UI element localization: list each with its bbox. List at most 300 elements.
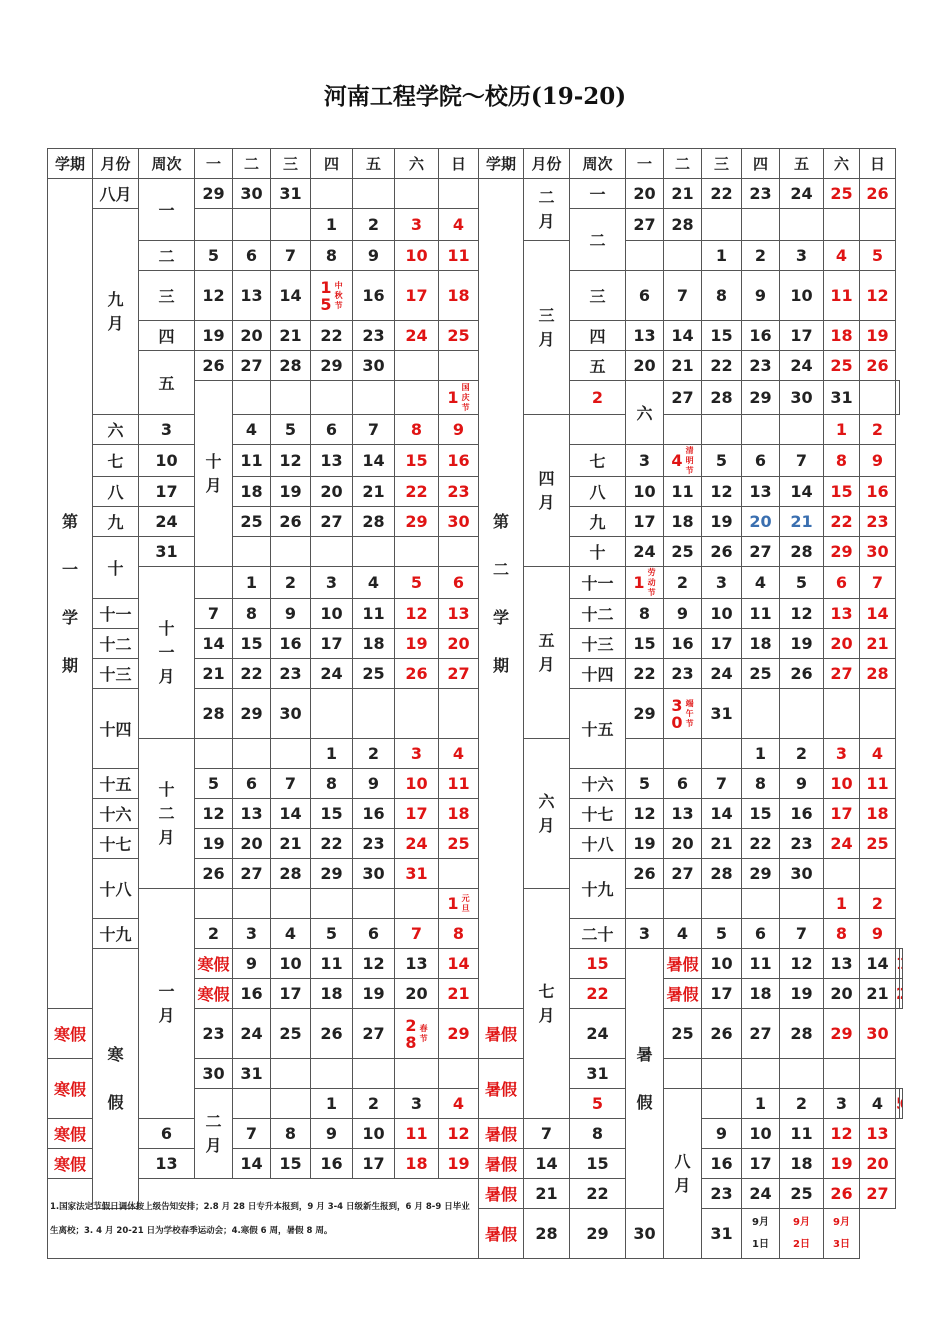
table-cell: 3 bbox=[311, 567, 353, 599]
table-cell: 29 bbox=[195, 179, 233, 209]
table-cell: 8 bbox=[233, 599, 271, 629]
table-cell: 12 bbox=[353, 949, 395, 979]
table-cell: 5 bbox=[860, 241, 896, 271]
table-cell bbox=[353, 537, 395, 567]
table-cell: 7 bbox=[702, 769, 742, 799]
table-cell bbox=[702, 739, 742, 769]
week-label: 十六 bbox=[570, 769, 626, 799]
table-cell: 3 bbox=[395, 209, 439, 241]
column-header: 一 bbox=[195, 149, 233, 179]
table-cell: 2 bbox=[353, 209, 395, 241]
table-cell bbox=[702, 889, 742, 919]
week-label: 十九 bbox=[93, 919, 139, 949]
table-cell: 5 bbox=[702, 445, 742, 477]
table-cell: 26 bbox=[395, 659, 439, 689]
table-cell: 13 bbox=[395, 949, 439, 979]
table-cell: 7 bbox=[353, 415, 395, 445]
table-cell bbox=[702, 209, 742, 241]
table-cell: 13 bbox=[664, 799, 702, 829]
table-cell: 25 bbox=[742, 659, 780, 689]
table-cell: 7 bbox=[195, 599, 233, 629]
table-cell bbox=[702, 1059, 742, 1089]
date-cell: 9月 2日 bbox=[780, 1209, 824, 1259]
column-header: 六 bbox=[824, 149, 860, 179]
table-cell bbox=[439, 859, 479, 889]
week-label: 七 bbox=[93, 445, 139, 477]
vacation-week: 寒假 bbox=[48, 1009, 93, 1059]
table-cell: 8 bbox=[311, 241, 353, 271]
table-cell: 18 bbox=[395, 1149, 439, 1179]
table-cell: 3 bbox=[626, 919, 664, 949]
week-label: 六 bbox=[93, 415, 139, 445]
table-cell: 11 bbox=[742, 949, 780, 979]
table-cell: 14 bbox=[353, 445, 395, 477]
table-cell: 19 bbox=[195, 829, 233, 859]
table-cell: 9 bbox=[780, 769, 824, 799]
table-cell: 24 bbox=[780, 351, 824, 381]
table-cell: 30 bbox=[271, 689, 311, 739]
week-label: 七 bbox=[570, 445, 626, 477]
table-cell: 21 bbox=[664, 179, 702, 209]
table-cell: 20 bbox=[664, 829, 702, 859]
table-cell: 11 bbox=[439, 769, 479, 799]
table-cell: 14 bbox=[780, 477, 824, 507]
table-cell bbox=[664, 415, 702, 445]
table-cell: 20 bbox=[233, 321, 271, 351]
week-label: 十三 bbox=[93, 659, 139, 689]
week-label: 十二 bbox=[93, 629, 139, 659]
vacation-week: 暑假 bbox=[479, 1149, 524, 1179]
table-cell: 25 bbox=[824, 351, 860, 381]
table-cell: 11 bbox=[439, 241, 479, 271]
table-cell: 29 bbox=[824, 537, 860, 567]
table-cell bbox=[899, 979, 903, 1009]
table-cell: 23 bbox=[742, 351, 780, 381]
week-label: 十七 bbox=[93, 829, 139, 859]
holiday-cell: 1国 庆 节 bbox=[439, 381, 479, 415]
table-cell: 31 bbox=[824, 381, 860, 415]
table-cell: 18 bbox=[664, 507, 702, 537]
vacation-week: 暑假 bbox=[664, 979, 702, 1009]
table-cell bbox=[271, 1059, 311, 1089]
table-cell: 17 bbox=[702, 979, 742, 1009]
table-cell bbox=[824, 1059, 860, 1089]
month-label: 二 月 bbox=[524, 179, 570, 241]
table-cell: 14 bbox=[702, 799, 742, 829]
table-cell: 3 bbox=[824, 739, 860, 769]
table-cell bbox=[395, 351, 439, 381]
table-cell bbox=[439, 537, 479, 567]
holiday-cell: 1 元 旦 bbox=[439, 889, 479, 919]
table-cell: 9 bbox=[353, 769, 395, 799]
column-header: 五 bbox=[353, 149, 395, 179]
table-cell: 16 bbox=[860, 477, 896, 507]
table-cell bbox=[742, 209, 780, 241]
table-row bbox=[48, 1179, 903, 1209]
table-cell bbox=[311, 889, 353, 919]
table-cell: 28 bbox=[271, 351, 311, 381]
table-cell: 24 bbox=[311, 659, 353, 689]
table-cell: 17 bbox=[139, 477, 195, 507]
table-cell: 9 bbox=[353, 241, 395, 271]
table-cell: 14 bbox=[271, 271, 311, 321]
table-cell bbox=[395, 889, 439, 919]
table-cell: 3 bbox=[780, 241, 824, 271]
table-row bbox=[48, 537, 903, 567]
table-cell: 10 bbox=[742, 1119, 780, 1149]
week-label: 二 bbox=[570, 209, 626, 271]
table-cell: 18 bbox=[353, 629, 395, 659]
column-header: 二 bbox=[233, 149, 271, 179]
table-cell: 14 bbox=[271, 799, 311, 829]
table-cell: 20 bbox=[311, 477, 353, 507]
column-header: 月份 bbox=[93, 149, 139, 179]
table-cell: 21 bbox=[860, 629, 896, 659]
table-cell: 24 bbox=[233, 1009, 271, 1059]
table-cell bbox=[439, 689, 479, 739]
table-cell: 12 bbox=[439, 1119, 479, 1149]
table-cell: 4 bbox=[271, 919, 311, 949]
table-cell: 21 bbox=[780, 507, 824, 537]
table-cell: 8 bbox=[439, 919, 479, 949]
table-cell: 22 bbox=[570, 1179, 626, 1209]
table-cell: 22 bbox=[570, 979, 626, 1009]
date-cell: 9月 3日 bbox=[824, 1209, 860, 1259]
table-cell: 15 bbox=[570, 949, 626, 979]
table-cell: 15 bbox=[702, 321, 742, 351]
table-cell: 8 bbox=[311, 769, 353, 799]
table-cell bbox=[195, 209, 233, 241]
table-cell: 21 bbox=[439, 979, 479, 1009]
table-cell: 2 bbox=[271, 567, 311, 599]
table-cell: 18 bbox=[233, 477, 271, 507]
table-cell: 29 bbox=[439, 1009, 479, 1059]
table-cell: 5 bbox=[626, 769, 664, 799]
table-cell: 10 bbox=[311, 599, 353, 629]
table-cell bbox=[860, 1059, 896, 1089]
week-label: 十六 bbox=[93, 799, 139, 829]
column-header: 六 bbox=[395, 149, 439, 179]
table-cell: 16 bbox=[702, 1149, 742, 1179]
table-cell: 15 bbox=[824, 477, 860, 507]
week-label: 一 bbox=[570, 179, 626, 209]
table-cell bbox=[439, 351, 479, 381]
table-cell: 17 bbox=[742, 1149, 780, 1179]
table-cell: 20 bbox=[439, 629, 479, 659]
table-cell bbox=[780, 1059, 824, 1089]
table-cell bbox=[896, 381, 900, 415]
week-label: 十 bbox=[570, 537, 626, 567]
table-cell: 22 bbox=[233, 659, 271, 689]
table-cell: 1 bbox=[824, 889, 860, 919]
table-cell: 18 bbox=[780, 1149, 824, 1179]
table-cell: 2 bbox=[780, 739, 824, 769]
table-cell: 16 bbox=[439, 445, 479, 477]
week-label: 五 bbox=[570, 351, 626, 381]
table-cell bbox=[353, 179, 395, 209]
week-label: 十九 bbox=[570, 859, 626, 919]
table-cell: 11 bbox=[353, 599, 395, 629]
table-cell: 13 bbox=[139, 1149, 195, 1179]
table-cell bbox=[195, 889, 233, 919]
table-cell: 2 bbox=[353, 1089, 395, 1119]
table-cell: 7 bbox=[524, 1119, 570, 1149]
table-cell: 27 bbox=[626, 209, 664, 241]
table-cell: 22 bbox=[702, 351, 742, 381]
table-cell: 26 bbox=[702, 537, 742, 567]
table-cell: 30 bbox=[860, 1009, 896, 1059]
table-cell: 30 bbox=[780, 381, 824, 415]
table-cell bbox=[311, 1059, 353, 1089]
week-label: 十八 bbox=[570, 829, 626, 859]
week-label: 四 bbox=[570, 321, 626, 351]
table-cell: 22 bbox=[824, 507, 860, 537]
table-cell: 25 bbox=[780, 1179, 824, 1209]
table-cell: 4 bbox=[742, 567, 780, 599]
table-cell: 26 bbox=[702, 1009, 742, 1059]
table-cell: 21 bbox=[271, 829, 311, 859]
table-cell: 19 bbox=[395, 629, 439, 659]
vacation-week: 寒假 bbox=[195, 949, 233, 979]
table-cell: 12 bbox=[195, 271, 233, 321]
table-cell: 20 bbox=[395, 979, 439, 1009]
table-row bbox=[48, 179, 903, 209]
week-label: 三 bbox=[570, 271, 626, 321]
table-cell: 27 bbox=[311, 507, 353, 537]
table-cell: 4 bbox=[860, 739, 896, 769]
table-cell: 23 bbox=[702, 1179, 742, 1209]
month-label: 三 月 bbox=[524, 241, 570, 415]
date-cell: 9月 1日 bbox=[742, 1209, 780, 1259]
table-cell: 30 bbox=[860, 537, 896, 567]
table-cell bbox=[664, 739, 702, 769]
table-cell: 10 bbox=[271, 949, 311, 979]
table-cell: 11 bbox=[824, 271, 860, 321]
column-header: 四 bbox=[311, 149, 353, 179]
table-cell: 24 bbox=[395, 829, 439, 859]
vacation-week: 暑假 bbox=[479, 1179, 524, 1209]
table-cell: 9 bbox=[860, 445, 896, 477]
table-cell bbox=[860, 689, 896, 739]
table-cell: 5 bbox=[271, 415, 311, 445]
table-cell: 30 bbox=[233, 179, 271, 209]
week-label: 二十 bbox=[570, 919, 626, 949]
table-cell: 22 bbox=[311, 321, 353, 351]
table-cell: 31 bbox=[702, 689, 742, 739]
table-cell: 9 bbox=[860, 919, 896, 949]
table-cell: 28 bbox=[860, 659, 896, 689]
table-cell: 20 bbox=[233, 829, 271, 859]
table-cell bbox=[395, 381, 439, 415]
table-cell: 11 bbox=[664, 477, 702, 507]
table-cell: 27 bbox=[233, 859, 271, 889]
table-cell bbox=[860, 859, 896, 889]
table-cell: 2 bbox=[195, 919, 233, 949]
table-cell: 13 bbox=[824, 949, 860, 979]
table-cell: 6 bbox=[233, 241, 271, 271]
table-cell: 24 bbox=[570, 1009, 626, 1059]
table-cell: 11 bbox=[233, 445, 271, 477]
table-cell: 27 bbox=[742, 537, 780, 567]
table-cell: 13 bbox=[233, 799, 271, 829]
table-cell: 25 bbox=[664, 1009, 702, 1059]
table-cell: 6 bbox=[233, 769, 271, 799]
table-cell: 7 bbox=[664, 271, 702, 321]
table-cell bbox=[824, 689, 860, 739]
table-cell: 29 bbox=[824, 1009, 860, 1059]
table-cell: 19 bbox=[780, 629, 824, 659]
table-cell bbox=[664, 241, 702, 271]
table-cell bbox=[395, 179, 439, 209]
table-cell: 31 bbox=[139, 537, 195, 567]
table-cell bbox=[395, 537, 439, 567]
table-cell: 27 bbox=[742, 1009, 780, 1059]
week-label: 五 bbox=[139, 351, 195, 415]
table-cell: 7 bbox=[780, 919, 824, 949]
term-label: 第 一 学 期 bbox=[48, 179, 93, 1009]
table-cell bbox=[824, 209, 860, 241]
table-cell: 26 bbox=[860, 179, 896, 209]
table-cell: 1 bbox=[742, 1089, 780, 1119]
table-cell: 25 bbox=[439, 829, 479, 859]
table-cell bbox=[702, 1089, 742, 1119]
table-row bbox=[48, 445, 903, 477]
table-cell: 25 bbox=[271, 1009, 311, 1059]
table-cell bbox=[271, 537, 311, 567]
table-cell: 8 bbox=[626, 599, 664, 629]
table-cell: 23 bbox=[860, 507, 896, 537]
table-cell bbox=[395, 689, 439, 739]
table-row bbox=[48, 321, 903, 351]
table-cell: 29 bbox=[742, 381, 780, 415]
table-cell: 29 bbox=[233, 689, 271, 739]
column-header: 三 bbox=[702, 149, 742, 179]
table-cell: 5 bbox=[780, 567, 824, 599]
table-cell: 7 bbox=[395, 919, 439, 949]
holiday-cell: 3 0端 午 节 bbox=[664, 689, 702, 739]
table-cell: 23 bbox=[742, 179, 780, 209]
table-cell: 15 bbox=[311, 799, 353, 829]
table-cell bbox=[626, 739, 664, 769]
table-cell bbox=[780, 889, 824, 919]
table-cell: 24 bbox=[780, 179, 824, 209]
table-row bbox=[48, 351, 903, 381]
table-cell: 2 bbox=[742, 241, 780, 271]
table-cell: 10 bbox=[702, 949, 742, 979]
table-cell: 2 bbox=[860, 415, 896, 445]
table-cell: 17 bbox=[353, 1149, 395, 1179]
table-cell: 18 bbox=[824, 321, 860, 351]
table-cell bbox=[233, 739, 271, 769]
table-row bbox=[48, 415, 903, 445]
table-cell: 28 bbox=[780, 1009, 824, 1059]
table-row bbox=[48, 149, 903, 179]
table-cell: 5 bbox=[702, 919, 742, 949]
table-cell: 8 bbox=[824, 445, 860, 477]
table-cell: 9 bbox=[311, 1119, 353, 1149]
table-cell: 13 bbox=[742, 477, 780, 507]
month-label: 十 一 月 bbox=[139, 567, 195, 739]
table-cell: 2 bbox=[860, 889, 896, 919]
table-cell: 4 bbox=[860, 1089, 896, 1119]
table-cell: 21 bbox=[524, 1179, 570, 1209]
table-cell: 5 bbox=[195, 241, 233, 271]
table-cell bbox=[742, 889, 780, 919]
table-cell: 13 bbox=[824, 599, 860, 629]
table-cell bbox=[271, 1089, 311, 1119]
table-cell: 17 bbox=[311, 629, 353, 659]
table-cell bbox=[195, 567, 233, 599]
table-cell bbox=[664, 1059, 702, 1089]
table-cell bbox=[195, 739, 233, 769]
table-cell: 8 bbox=[395, 415, 439, 445]
table-cell: 7 bbox=[860, 567, 896, 599]
table-cell: 18 bbox=[860, 799, 896, 829]
table-cell: 19 bbox=[439, 1149, 479, 1179]
month-label: 九 月 bbox=[93, 209, 139, 415]
table-cell bbox=[271, 889, 311, 919]
table-cell: 18 bbox=[439, 799, 479, 829]
table-cell: 15 bbox=[233, 629, 271, 659]
table-cell bbox=[439, 179, 479, 209]
week-label: 二 bbox=[139, 241, 195, 271]
table-cell: 15 bbox=[570, 1149, 626, 1179]
table-cell: 6 bbox=[353, 919, 395, 949]
table-cell: 9 bbox=[233, 949, 271, 979]
column-header: 日 bbox=[439, 149, 479, 179]
vacation-week: 暑假 bbox=[479, 1209, 524, 1259]
table-cell: 22 bbox=[311, 829, 353, 859]
table-cell bbox=[780, 689, 824, 739]
table-cell: 7 bbox=[271, 241, 311, 271]
table-cell: 19 bbox=[271, 477, 311, 507]
month-label: 二 月 bbox=[195, 1089, 233, 1179]
table-cell: 25 bbox=[439, 321, 479, 351]
month-label: 八月 bbox=[93, 179, 139, 209]
table-cell: 26 bbox=[311, 1009, 353, 1059]
table-cell: 10 bbox=[395, 241, 439, 271]
table-cell: 21 bbox=[195, 659, 233, 689]
table-cell: 12 bbox=[626, 799, 664, 829]
vacation-week: 寒假 bbox=[48, 1059, 93, 1119]
table-cell: 28 bbox=[524, 1209, 570, 1259]
table-cell: 7 bbox=[271, 769, 311, 799]
month-label: 十 二 月 bbox=[139, 739, 195, 889]
week-label: 十一 bbox=[570, 567, 626, 599]
table-cell bbox=[233, 537, 271, 567]
table-cell: 26 bbox=[626, 859, 664, 889]
vacation-week: 暑假 bbox=[479, 1119, 524, 1149]
vacation-week: 暑假 bbox=[664, 949, 702, 979]
month-label: 六 月 bbox=[524, 739, 570, 889]
table-cell bbox=[395, 1059, 439, 1089]
table-cell: 12 bbox=[860, 271, 896, 321]
table-cell: 20 bbox=[860, 1149, 896, 1179]
table-cell bbox=[860, 209, 896, 241]
table-cell: 3 bbox=[395, 1089, 439, 1119]
table-cell: 6 bbox=[626, 271, 664, 321]
table-cell: 14 bbox=[439, 949, 479, 979]
table-row bbox=[48, 739, 903, 769]
calendar-table bbox=[47, 148, 903, 1259]
table-cell: 18 bbox=[439, 271, 479, 321]
table-cell: 10 bbox=[626, 477, 664, 507]
table-cell: 22 bbox=[742, 829, 780, 859]
week-label: 十一 bbox=[93, 599, 139, 629]
table-cell bbox=[353, 1059, 395, 1089]
table-cell: 1 bbox=[233, 567, 271, 599]
table-cell bbox=[439, 1059, 479, 1089]
